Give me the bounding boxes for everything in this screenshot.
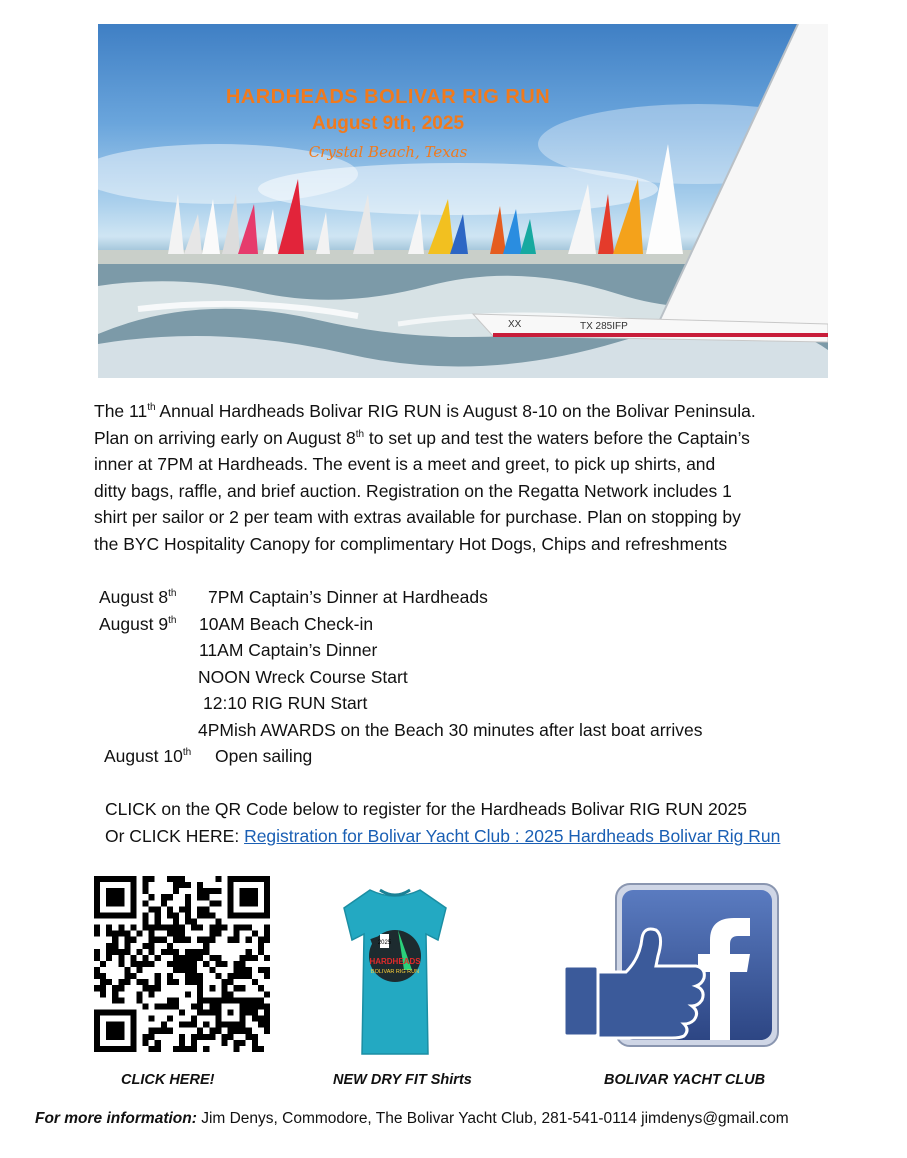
intro-paragraph [94, 398, 884, 557]
banner-location: Crystal Beach, Texas [308, 143, 468, 161]
hero-banner [98, 24, 828, 378]
intro-line: the BYC Hospitality Canopy for complimentary Hot Dogs, Chips and refreshments [94, 533, 728, 554]
shirt-year: 2025 [377, 940, 392, 946]
intro-line: inner at 7PM at Hardheads. The event is a meet and greet, to pick up shirts, and [94, 454, 716, 474]
schedule-date: August 10th [104, 746, 192, 766]
facebook-thumbs-up-image[interactable] [560, 880, 782, 1050]
click-here-line: Or CLICK HERE: Registration for Bolivar Yacht Club : 2025 Hardheads Bolivar Rig Run [105, 826, 781, 846]
schedule-event: 10AM Beach Check-in [199, 613, 374, 634]
qr-code[interactable] [94, 876, 270, 1052]
intro-line: Plan on arriving early on August 8th to set up and test the waters before the Captain’s [94, 427, 750, 448]
registration-info [105, 796, 780, 850]
schedule-event: 4PMish AWARDS on the Beach 30 minutes after last boat arrives [198, 719, 703, 740]
schedule-event: NOON Wreck Course Start [198, 666, 408, 687]
footer-label: For more information: [35, 1110, 197, 1127]
schedule-event: 12:10 RIG RUN Start [203, 693, 368, 713]
intro-line: ditty bags, raffle, and brief auction. Registration on the Regatta Network includes 1 [94, 480, 732, 501]
dry-fit-shirt-image[interactable] [340, 878, 450, 1058]
sailing-photo [98, 24, 828, 378]
schedule-event: 7PM Captain’s Dinner at Hardheads [208, 587, 488, 607]
shirt-caption: NEW DRY FIT Shirts [333, 1072, 472, 1088]
banner-title: HARDHEADS BOLIVAR RIG RUN [225, 86, 551, 108]
schedule-date: August 8th [99, 587, 177, 607]
intro-line: The 11th Annual Hardheads Bolivar RIG RUN is August 8-10 on the Bolivar Peninsula. [94, 401, 756, 421]
banner-date: August 9th, 2025 [311, 113, 465, 134]
qr-instruction: CLICK on the QR Code below to register for the Hardheads Bolivar RIG RUN 2025 [105, 799, 747, 819]
qr-code-icon [94, 876, 270, 1052]
hull-number-xx: XX [508, 319, 522, 330]
footer-contact: Jim Denys, Commodore, The Bolivar Yacht Club, 281-541-0114 jimdenys@gmail.com [196, 1110, 789, 1127]
tshirt-icon [340, 878, 450, 1058]
contact-footer [35, 1110, 789, 1128]
schedule-event: Open sailing [215, 746, 313, 766]
facebook-like-icon [560, 880, 782, 1050]
schedule-event: 11AM Captain’s Dinner [199, 640, 378, 660]
shirt-text-sub: BOLIVAR RIG RUN [370, 969, 420, 975]
intro-line: shirt per sailor or 2 per team with extras available for purchase. Plan on stopping by [94, 507, 741, 527]
schedule-date: August 9th [99, 613, 177, 634]
facebook-caption: BOLIVAR YACHT CLUB [604, 1072, 766, 1088]
registration-link[interactable]: Registration for Bolivar Yacht Club : 2025 Hardheads Bolivar Rig Run [244, 826, 781, 846]
shirt-text-main: HARDHEADS [369, 957, 421, 966]
hull-number: TX 285IFP [580, 321, 628, 332]
qr-caption: CLICK HERE! [121, 1072, 215, 1088]
